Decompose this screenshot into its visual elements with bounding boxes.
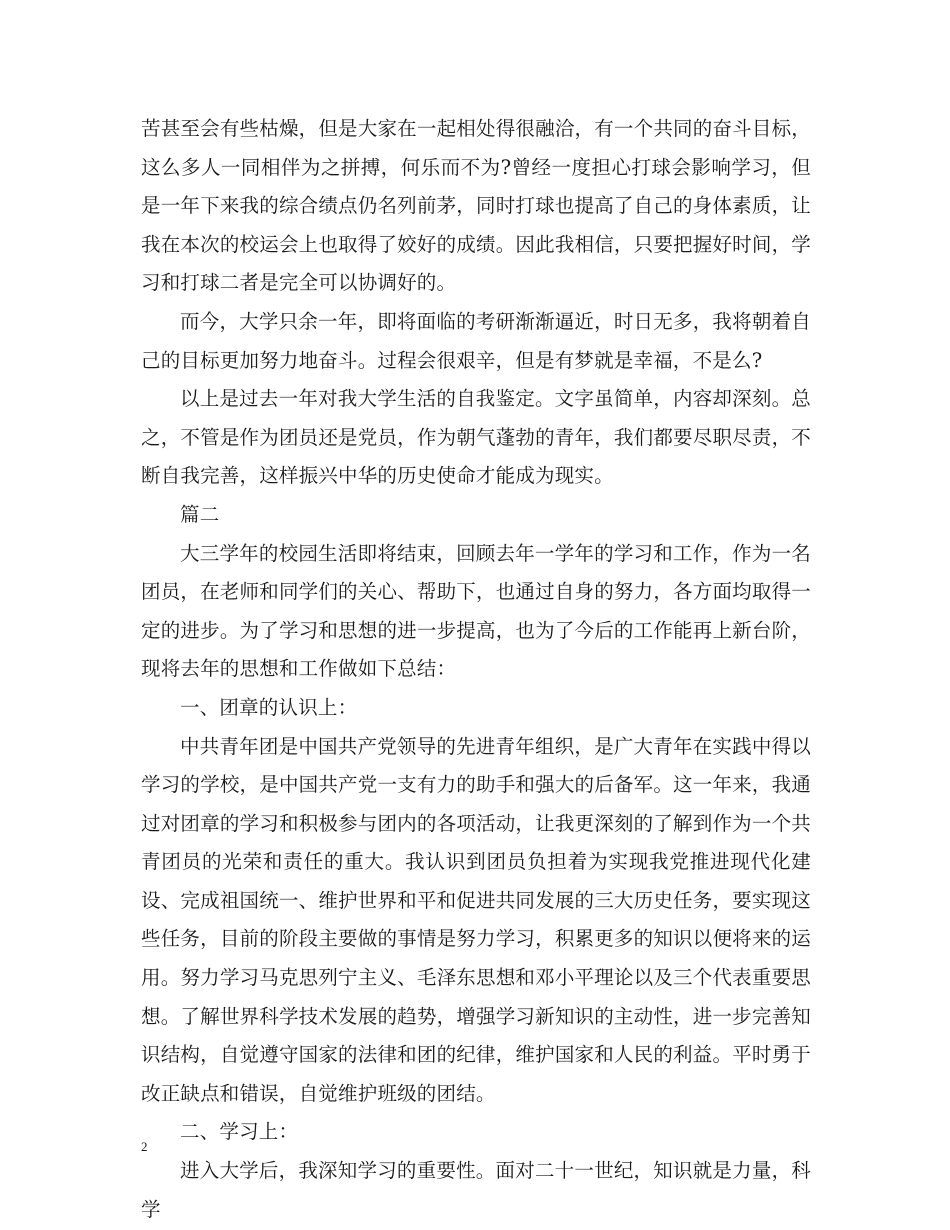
subheading-league-charter: 一、团章的认识上：	[180, 695, 358, 719]
section-heading-part-two: 篇二	[180, 502, 220, 526]
document-body	[141, 110, 811, 1229]
paragraph-league-charter: 中共青年团是中国共产党领导的先进青年组织，是广大青年在实践中得以学习的学校，是中国共产党一支有力的助手和强大的后备军。这一年来，我通过对团章的学习和积极参与团内的各项活动，让我更深刻的了解到作为一个共青团员的光荣和责任的重大。我认识到团员负担着为实现我党推进现代化建设、完成祖国统一、维护世界和平和促进共同发展的三大历史任务，要实现这些任务，目前的阶段主要做的事情是努力学习，积累更多的知识以便将来的运用。努力学习马克思列宁主义、毛泽东思想和邓小平理论以及三个代表重要思想。了解世界科学技术发展的趋势，增强学习新知识的主动性，进一步完善知识结构，自觉遵守国家的法律和团的纪律，维护国家和人民的利益。平时勇于改正缺点和错误，自觉维护班级的团结。	[141, 734, 811, 1105]
paragraph-year-summary: 大三学年的校园生活即将结束，回顾去年一学年的学习和工作，作为一名团员，在老师和同学们的关心、帮助下，也通过自身的努力，各方面均取得一定的进步。为了学习和思想的进一步提高，也为了今后的工作能再上新台阶，现将去年的思想和工作做如下总结：	[141, 541, 811, 681]
paragraph-study: 进入大学后，我深知学习的重要性。面对二十一世纪，知识就是力量，科学	[141, 1159, 811, 1221]
paragraph-graduate-exam: 而今，大学只余一年，即将面临的考研渐渐逼近，时日无多，我将朝着自己的目标更加努力地奋斗。过程会很艰辛，但是有梦就是幸福，不是么?	[141, 309, 811, 372]
page-number: 2	[141, 1139, 148, 1154]
paragraph-self-evaluation: 以上是过去一年对我大学生活的自我鉴定。文字虽简单，内容却深刻。总之，不管是作为团员还是党员，作为朝气蓬勃的青年，我们都要尽职尽责，不断自我完善，这样振兴中华的历史使命才能成为现实。	[141, 387, 811, 488]
subheading-study: 二、学习上：	[180, 1120, 299, 1144]
paragraph-continued: 苦甚至会有些枯燥，但是大家在一起相处得很融洽，有一个共同的奋斗目标，这么多人一同相伴为之拼搏，何乐而不为?曾经一度担心打球会影响学习，但是一年下来我的综合绩点仍名列前茅，同时打球也提高了自己的身体素质，让我在本次的校运会上也取得了姣好的成绩。因此我相信，只要把握好时间，学习和打球二者是完全可以协调好的。	[141, 117, 811, 295]
